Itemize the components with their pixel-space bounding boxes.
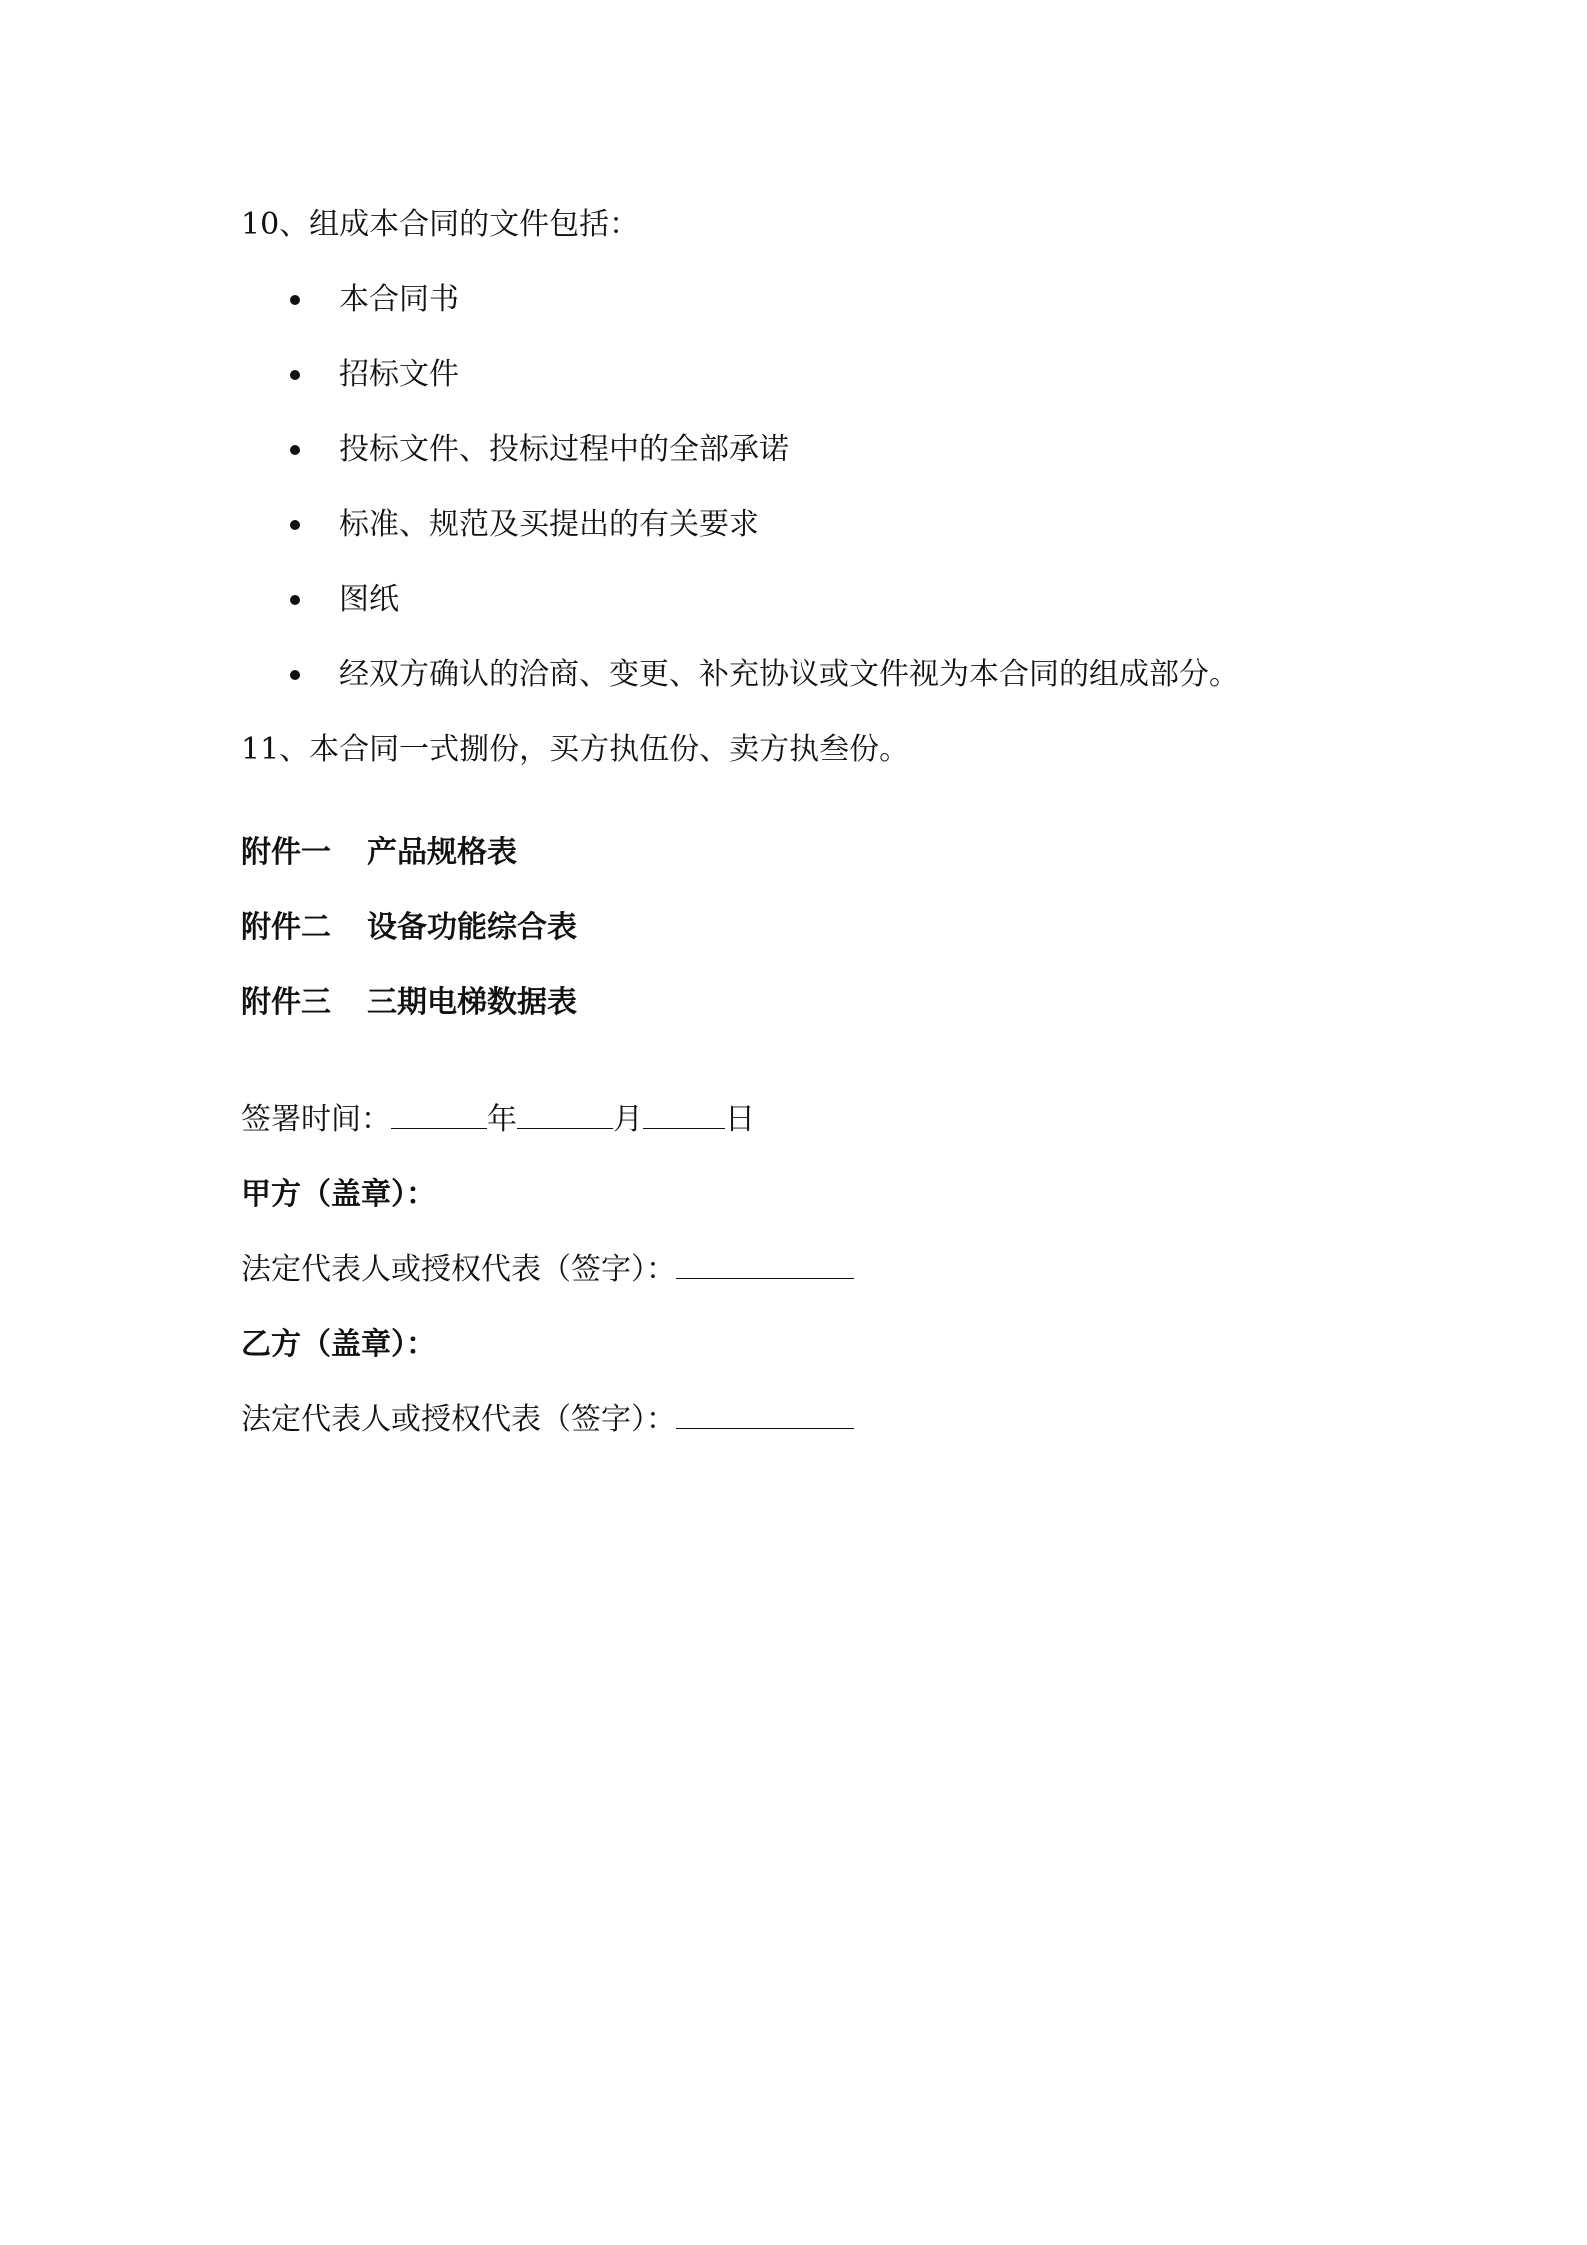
list-item-text: 经双方确认的洽商、变更、补充协议或文件视为本合同的组成部分。 — [339, 657, 1239, 692]
year-blank[interactable] — [391, 1100, 487, 1129]
list-item-text: 招标文件 — [339, 357, 459, 392]
party-a-rep-label: 法定代表人或授权代表（签字）： — [241, 1252, 676, 1287]
bullet-icon — [290, 370, 300, 380]
party-b-signature-blank[interactable] — [676, 1400, 854, 1429]
list-item-text: 标准、规范及买提出的有关要求 — [339, 507, 759, 542]
party-b-representative — [241, 1400, 854, 1440]
list-item-text: 图纸 — [339, 582, 399, 617]
month-unit: 月 — [613, 1102, 643, 1137]
party-b-seal: 乙方（盖章）： — [241, 1327, 436, 1362]
party-a-signature-blank[interactable] — [676, 1250, 854, 1279]
attachment-label: 附件二 — [241, 910, 331, 945]
party-b-rep-label: 法定代表人或授权代表（签字）： — [241, 1402, 676, 1437]
attachment-title: 产品规格表 — [367, 835, 517, 870]
bullet-icon — [290, 670, 300, 680]
clause-10: 10、组成本合同的文件包括： — [241, 207, 640, 242]
attachment-2 — [241, 908, 577, 948]
list-item-text: 投标文件、投标过程中的全部承诺 — [339, 432, 789, 467]
attachment-1 — [241, 833, 517, 873]
year-unit: 年 — [487, 1102, 517, 1137]
attachment-label: 附件三 — [241, 985, 331, 1020]
clause-11: 11、本合同一式捌份，买方执伍份、卖方执叁份。 — [241, 732, 910, 767]
signing-date — [241, 1100, 755, 1140]
day-blank[interactable] — [643, 1100, 725, 1129]
month-blank[interactable] — [517, 1100, 613, 1129]
party-a-representative — [241, 1250, 854, 1290]
day-unit: 日 — [725, 1102, 755, 1137]
bullet-icon — [290, 595, 300, 605]
bullet-icon — [290, 445, 300, 455]
attachment-3 — [241, 983, 577, 1023]
list-item-text: 本合同书 — [339, 282, 459, 317]
bullet-icon — [290, 295, 300, 305]
party-a-seal: 甲方（盖章）： — [241, 1177, 436, 1212]
attachment-title: 设备功能综合表 — [367, 910, 577, 945]
signing-date-label: 签署时间： — [241, 1102, 391, 1137]
attachment-title: 三期电梯数据表 — [367, 985, 577, 1020]
attachment-label: 附件一 — [241, 835, 331, 870]
bullet-icon — [290, 520, 300, 530]
